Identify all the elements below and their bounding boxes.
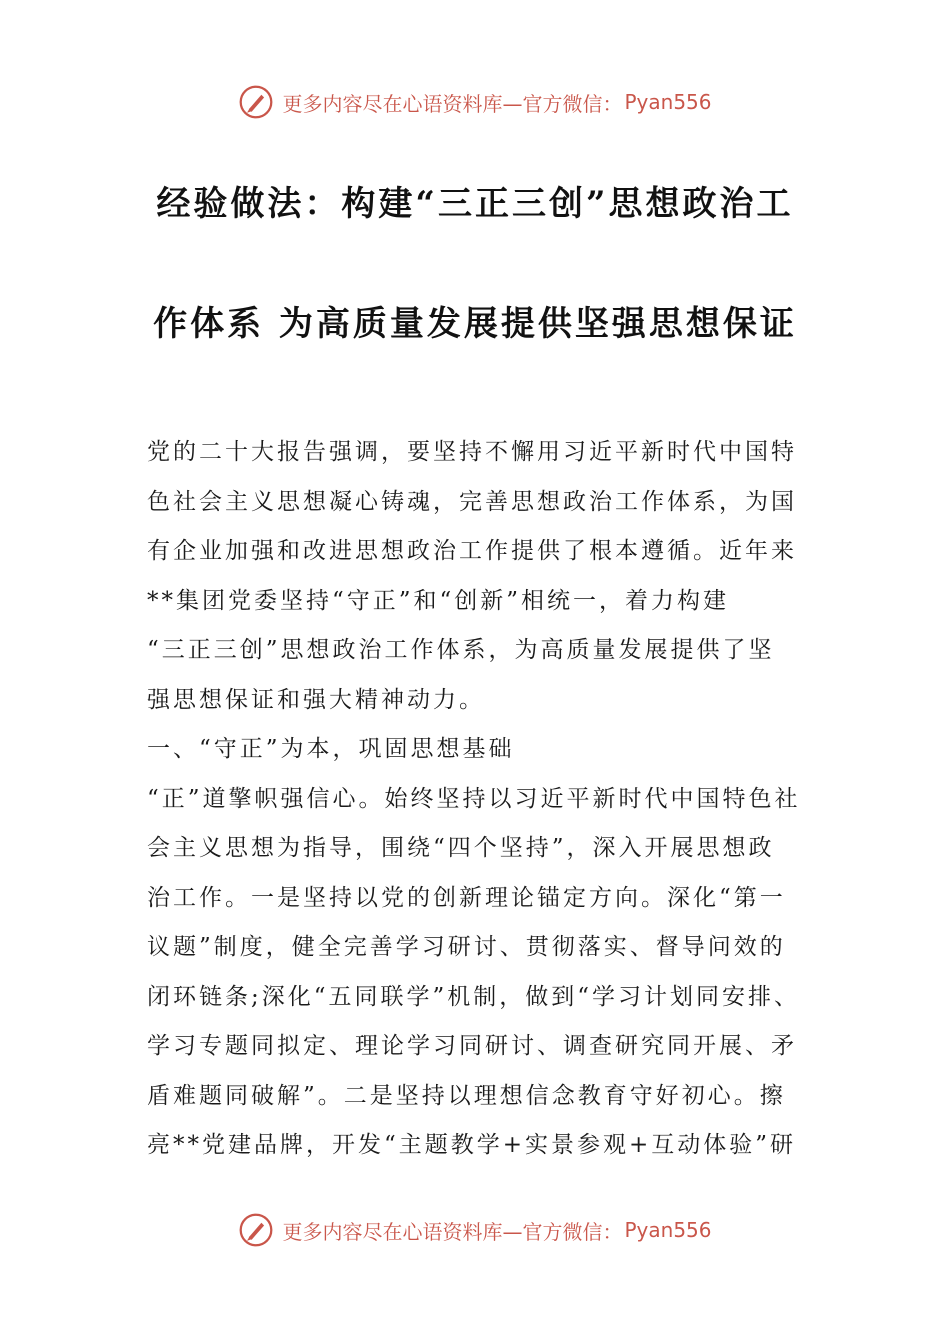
watermark-footer — [0, 1210, 950, 1250]
pen-logo-icon — [238, 84, 274, 120]
pen-logo-icon — [238, 1212, 274, 1248]
body-line: 盾难题同破解”。二是坚持以理想信念教育守好初心。擦 — [147, 1082, 786, 1109]
body-line: 治工作。一是坚持以党的创新理论锚定方向。深化“第一 — [147, 884, 786, 911]
watermark-text: 更多内容尽在心语资料库—官方微信： — [282, 91, 623, 116]
body-line: 强思想保证和强大精神动力。 — [147, 686, 485, 713]
watermark-handle: Pyan556 — [624, 90, 712, 114]
body-line: **集团党委坚持“守正”和“创新”相统一，着力构建 — [147, 587, 730, 614]
body-line: 学习专题同拟定、理论学习同研讨、调查研究同开展、矛 — [147, 1033, 797, 1059]
body-line: 有企业加强和改进思想政治工作提供了根本遵循。近年来 — [147, 538, 797, 564]
watermark-header — [0, 82, 950, 122]
body-line: 党的二十大报告强调，要坚持不懈用习近平新时代中国特 — [147, 439, 797, 465]
watermark-handle: Pyan556 — [624, 1218, 712, 1242]
body-line: 议题”制度，健全完善学习研讨、贯彻落实、督导问效的 — [147, 934, 786, 960]
body-line: 闭环链条;深化“五同联学”机制，做到“学习计划同安排、 — [147, 983, 801, 1010]
title-line-2: 作体系 为高质量发展提供坚强思想保证 — [153, 304, 797, 344]
body-line: 亮**党建品牌，开发“主题教学+实景参观+互动体验”研 — [147, 1132, 797, 1158]
body-line: “正”道擎帜强信心。始终坚持以习近平新时代中国特色社 — [147, 785, 801, 812]
body-text — [147, 428, 822, 1171]
body-line: 色社会主义思想凝心铸魂，完善思想政治工作体系，为国 — [147, 488, 797, 515]
body-line: 会主义思想为指导，围绕“四个坚持”，深入开展思想政 — [147, 835, 775, 861]
watermark-text: 更多内容尽在心语资料库—官方微信： — [282, 1219, 623, 1244]
title-line-1: 经验做法：构建“三正三创”思想政治工 — [156, 184, 794, 224]
section-heading: 一、“守正”为本，巩固思想基础 — [147, 736, 515, 762]
body-line: “三正三创”思想政治工作体系，为高质量发展提供了坚 — [147, 637, 775, 663]
